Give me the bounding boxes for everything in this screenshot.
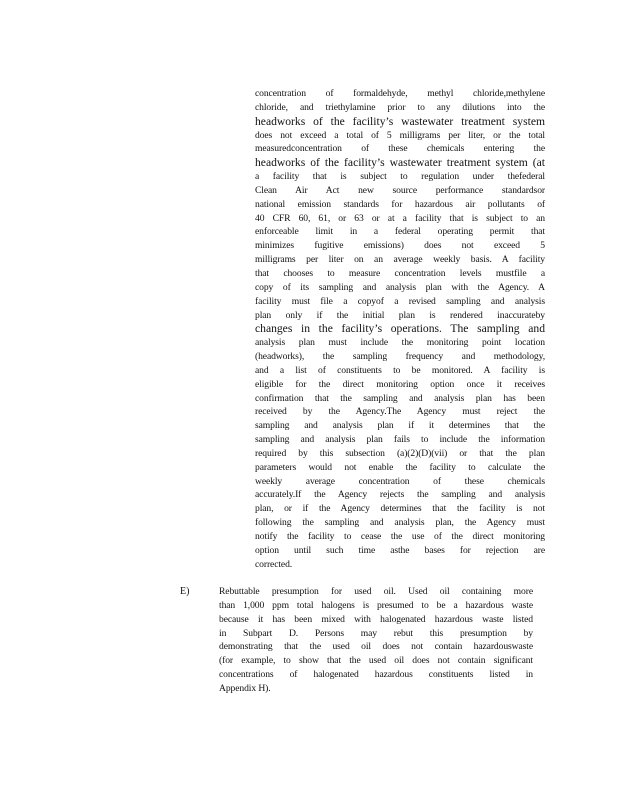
text-line: sampling and analysis plan fails to include the information	[255, 434, 545, 446]
text-line: analysis plan must include the monitoring point location	[255, 337, 545, 349]
text-line: headworks of the facility’s wastewater treatment system	[255, 114, 545, 128]
text-line: eligible for the direct monitoring option once it receives	[255, 378, 545, 390]
text-line: following the sampling and analysis plan, the Agency must	[255, 517, 545, 529]
text-line: facility must file a copyof a revised sampling and analysis	[255, 295, 545, 307]
text-line: because it has been mixed with halogenated hazardous waste listed	[219, 613, 533, 625]
text-line: 40 CFR 60, 61, or 63 or at a facility that is subject to an	[255, 212, 545, 224]
section-e-label: E)	[180, 586, 190, 597]
text-line: than 1,000 ppm total halogens is presumed to be a hazardous waste	[219, 599, 533, 611]
text-line: sampling and analysis plan if it determines that the	[255, 420, 545, 432]
text-line: parameters would not enable the facility to calculate the	[255, 461, 545, 473]
text-line: and a list of constituents to be monitored. A facility is	[255, 364, 545, 376]
text-line: minimizes fugitive emissions) does not exceed 5	[255, 240, 545, 252]
text-line: accurately.If the Agency rejects the sampling and analysis	[255, 489, 545, 501]
text-line: chloride, and triethylamine prior to any dilutions into the	[255, 101, 545, 113]
text-line: changes in the facility’s operations. The sampling and	[255, 322, 545, 336]
text-line: a facility that is subject to regulation under thefederal	[255, 171, 545, 183]
text-line: weekly average concentration of these chemicals	[255, 475, 545, 487]
section-e-paragraph	[219, 585, 533, 696]
text-line: notify the facility to cease the use of the direct monitoring	[255, 531, 545, 542]
text-line: Appendix H).	[219, 682, 271, 694]
text-line: in Subpart D. Persons may rebut this presumption by	[219, 627, 533, 639]
text-line: confirmation that the sampling and analysis plan has been	[255, 392, 545, 404]
text-line: headworks of the facility’s wastewater treatment system (at	[255, 156, 545, 170]
text-line: plan only if the initial plan is rendered inaccurateby	[255, 309, 545, 321]
text-line: that chooses to measure concentration levels mustfile a	[255, 267, 545, 279]
text-line: required by this subsection (a)(2)(D)(vii) or that the plan	[255, 447, 545, 459]
text-line: received by the Agency.The Agency must reject the	[255, 406, 545, 418]
text-line: (headworks), the sampling frequency and methodology,	[255, 351, 545, 363]
text-line: (for example, to show that the used oil does not contain significant	[219, 655, 533, 667]
text-line: measuredconcentration of these chemicals entering the	[255, 143, 545, 155]
text-line: concentrations of halogenated hazardous constituents listed in	[219, 669, 533, 681]
main-paragraph	[255, 87, 545, 572]
text-line: milligrams per liter on an average weekly basis. A facility	[255, 254, 545, 266]
text-line: does not exceed a total of 5 milligrams per liter, or the total	[255, 129, 545, 141]
text-line: corrected.	[255, 558, 293, 570]
text-line: national emission standards for hazardous air pollutants of	[255, 198, 545, 210]
text-line: plan, or if the Agency determines that the facility is not	[255, 503, 545, 515]
text-line: copy of its sampling and analysis plan with the Agency. A	[255, 281, 545, 293]
text-line: Clean Air Act new source performance standardsor	[255, 184, 545, 196]
text-line: concentration of formaldehyde, methyl chloride,methylene	[255, 88, 545, 99]
text-line: enforceable limit in a federal operating permit that	[255, 226, 545, 238]
text-line: option until such time asthe bases for rejection are	[255, 544, 545, 556]
text-line: demonstrating that the used oil does not contain hazardouswaste	[219, 641, 533, 653]
text-line: Rebuttable presumption for used oil. Used oil containing more	[219, 586, 533, 597]
